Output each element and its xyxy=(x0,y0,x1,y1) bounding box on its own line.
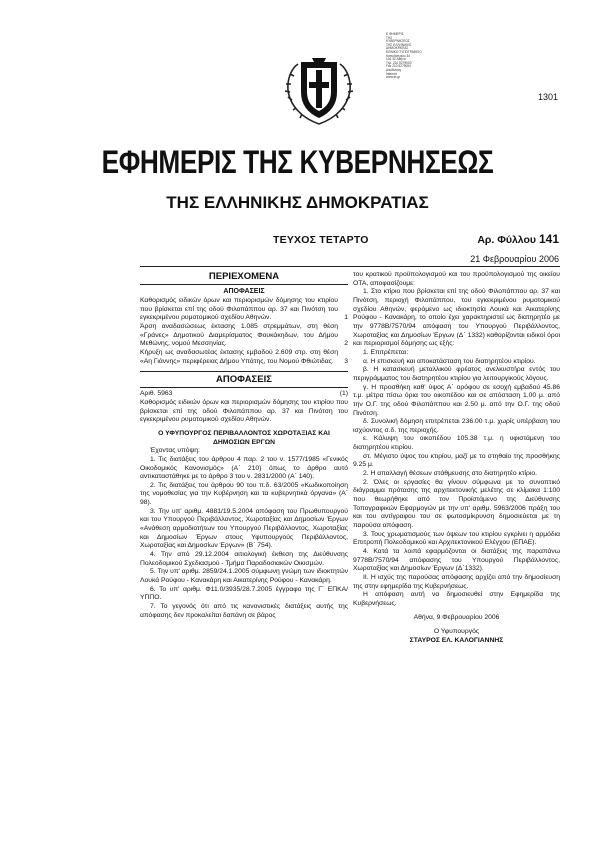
toc-entry[interactable] xyxy=(140,323,348,349)
sheet-label: Αρ. Φύλλου xyxy=(477,234,537,246)
issue-date: 21 Φεβρουαρίου 2006 xyxy=(470,254,559,264)
toc-text: Κήρυξη ως αναδασωτέας έκτασης εμβαδού 2.609 στρ. στη θέση «Αη Γιάννης» περιφέρειας Δήμου Υπάτης, του Νομού Φθιώτιδας. xyxy=(140,348,338,365)
decisions-title: ΑΠΟΦΑΣΕΙΣ xyxy=(216,374,272,386)
paragraph: 7. Το γεγονός ότι από τις κανονιστικές διατάξεις αυτής της απόφασης δεν προκαλείται δαπάνη σε βάρος xyxy=(140,603,348,619)
right-column xyxy=(353,271,560,646)
decision-number-row xyxy=(140,390,348,399)
paragraph: 6. Το υπ' αριθμ. Φ11.0/3935/28.7.2005 έγγραφο της Γ΄ ΕΠΚΑ/ΥΠΠΟ. xyxy=(140,585,348,602)
paragraph: στ. Μέγιστο ύψος του κτιρίου, μαζί με το στηθαίο της προσθήκης 9.25 μ. xyxy=(353,452,560,469)
paragraph: 3. Την υπ' αριθμ. 4881/19.5.2004 απόφαση του Πρωθυπουργού και του Υπουργού Περιβάλλοντος, Χωροταξίας και Δημοσίων Έργων «Ανάθεση αρμοδιοτήτων του Υπουργού Περιβάλλοντος, Χωροταξίας και Δημοσίων Έργων στους Υφυπουργούς Περιβάλλοντος, Χωροταξίας και Δημοσίων Έργων» (Β΄ 754). xyxy=(140,507,348,550)
divider xyxy=(140,284,348,285)
publisher-line: www.et.gr xyxy=(386,75,400,80)
publisher-line: Καποδιστρίου 34 xyxy=(386,53,411,58)
toc-page: 2 xyxy=(344,340,348,348)
sheet-value: 141 xyxy=(538,232,559,246)
paragraph: 5. Την υπ' αριθμ. 2859/24.1.2005 σύμφωνη γνώμη των ιδιοκτητών Λουκά Ρούφου - Κανακάρη και Αικατερίνης Ρούφου - Κανακάρη. xyxy=(140,568,348,585)
gazette-subtitle: ΤΗΣ ΕΛΛΗΝΙΚΗΣ ΔΗΜΟΚΡΑΤΙΑΣ xyxy=(166,193,429,212)
publisher-line: Ε ΦΗΜΕΡΙΣ xyxy=(386,32,404,36)
paragraph: 4. Την από 29.12.2004 αιτιολογική έκθεση της Διεύθυνσης Πολεοδομικού Σχεδιασμού - Τμήμα Παραδοσιακών Οικισμών. xyxy=(140,551,348,567)
publisher-line: ΕΘΝΙΚΟ ΤΥΠΟΓΡΑΦΕΙΟ xyxy=(386,49,422,54)
paragraph: 3. Τους χρωματισμούς των όψεων του κτιρίου εγκρίνει η αρμόδια Επιτροπή Πολεοδομικού και Αρχιτεκτονικού Ελέγχου (ΕΠΑΕ). xyxy=(353,530,560,547)
contents-title: ΠΕΡΙΕΧΟΜΕΝΑ xyxy=(208,271,280,282)
minister-title: Ο ΥΦΥΠΟΥΡΓΟΣ ΠΕΡΙΒΑΛΛΟΝΤΟΣ ΧΩΡΟΤΑΞΙΑΣ ΚΑΙ ΔΗΜΟΣΙΩΝ ΕΡΓΩΝ xyxy=(158,429,330,446)
decisions-subheading: ΑΠΟΦΑΣΕΙΣ xyxy=(223,288,265,295)
header-rule xyxy=(140,266,560,267)
publisher-line: Fax 210 5279054 xyxy=(386,64,411,69)
publisher-line: ΔΗΜΟΚΡΑΤΙΑΣ xyxy=(386,46,409,51)
toc-entry[interactable] xyxy=(140,349,348,366)
paragraph: α. Η επισκευή και αποκατάσταση του διατηρητέου κτιρίου. xyxy=(363,357,536,365)
publisher-line: Διεύθυνση xyxy=(386,67,401,72)
toc-entry[interactable] xyxy=(140,297,348,323)
page-number: 1301 xyxy=(537,92,558,102)
publisher-line: ΤΗΣ ΕΛΛΗΝΙΚΗΣ xyxy=(386,42,412,47)
issue-label: ΤΕΥΧΟΣ ΤΕΤΑΡΤΟ xyxy=(273,234,369,246)
decision-number: Αριθ. 5963 xyxy=(140,390,173,398)
paragraph: β. Η κατασκευή μεταλλικού φρέατος ανελκυστήρα εντός του περιγράμματος του διατηρητέου κτιρίου για λειτουργικούς λόγους. xyxy=(353,366,560,382)
place-date: Αθήνα, 9 Φεβρουαρίου 2006 xyxy=(413,613,500,621)
paragraph: δ. Συνολική δόμηση επιτρέπεται 236.00 τ.μ. χωρίς υπέρβαση του ισχύοντος σ.δ. της περιοχής. xyxy=(353,418,560,434)
toc-text: Άρση αναδασώσεως έκτασης 1.085 στρεμμάτων, στη θέση «Γράνες» Δημοτικού Διαμερίσματος Φουκάκηδων, του Δήμου Μεθώνης, νομού Μεσσηνίας. xyxy=(140,322,338,348)
having-in-mind: Έχοντας υπόψη: xyxy=(150,447,200,455)
paragraph: 1. Επιτρέπεται: xyxy=(363,348,409,356)
sheet-number xyxy=(477,232,559,246)
publisher-line: Internet xyxy=(386,71,397,76)
signatory-title: Ο Υφυπουργός xyxy=(433,628,480,636)
paragraph: 1. Στο κτίριο που βρίσκεται επί της οδού Φιλοπάππου αρ. 37 και Πινότση, περιοχή Φιλοπάππου, του εγκεκριμένου ρυμοτομικού σχεδίου Αθηνών, φερόμενο ως ιδιοκτησία Λουκά και Αικατερίνης Ρούφου - Κανακάρη, το οποίο έχει χαρακτηριστεί ως διατηρητέο με την 9778Β/7570/94 απόφαση του Υπουργού Περιβάλλοντος, Χωροταξίας και Δημοσίων Έργων (Δ΄ 1332) καθορίζονται ειδικοί όροι και περιορισμοί δόμησης ως εξής: xyxy=(353,288,560,348)
coat-of-arms-emblem xyxy=(282,54,356,126)
signatory-name: ΣΤΑΥΡΟΣ ΕΛ. ΚΑΛΟΓΙΑΝΝΗΣ xyxy=(409,636,504,644)
paragraph: 2. Τις διατάξεις του άρθρου 90 του π.δ. 63/2005 «Κωδικοποίηση της νομοθεσίας για την Κυβέρνηση και τα κυβερνητικά όργανα» (Α΄ 98). xyxy=(140,481,348,507)
left-column xyxy=(140,271,348,620)
paragraph: 1. Τις διατάξεις του άρθρου 4 παρ. 2 του ν. 1577/1985 «Γενικός Οικοδομικός Κανονισμός» (Α΄ 210) όπως το άρθρο αυτό αντικαταστάθηκε με το άρθρο 3 του ν. 2831/2000 (Α΄ 140). xyxy=(140,455,348,481)
gazette-masthead: ΕΦΗΜΕΡΙΣ ΤΗΣ ΚΥΒΕΡΝΗΣΕΩΣ xyxy=(101,144,494,180)
toc-page: 1 xyxy=(344,314,348,322)
publisher-line: Τηλ. 210 5279000 xyxy=(386,60,412,65)
publisher-line: ΤΗΣ xyxy=(386,35,393,40)
toc-page: 3 xyxy=(344,357,348,365)
decision-ref: (1) xyxy=(339,390,348,398)
paragraph: II. Η ισχύς της παρούσας απόφασης αρχίζει από την δημοσίευση της στην εφημερίδα της Κυβερνήσεως. xyxy=(353,573,560,590)
paragraph: γ. Η προσθήκη καθ' ύψος Α΄ ορόφου σε εσοχή εμβαδού 45.86 τ.μ. μέτρα πίσω όρια του οικοπέδου και σε απόσταση 1.00 μ. από την Ο.Γ. της οδού Φιλοπάππου και 2.50 μ. από την Ο.Γ. της οδού Πινότση. xyxy=(353,383,560,417)
paragraph: ε. Κάλυψη του οικοπέδου 105.38 τ.μ. η υφιστάμενη του διατηρητέου κτιρίου. xyxy=(353,435,560,452)
paragraph: 2. Όλες οι εργασίες θα γίνουν σύμφωνα με το συνοπτικό διάγραμμα πρότασης της αρχιτεκτονικής μελέτης σε κλίμακα 1:100 που θεωρήθηκε από τον Προϊστάμενο της Διεύθυνσης Τοπογραφικών Εφαρμογών με την υπ' αριθμ. 5963/2006 πράξη του και του αντίγραφου του σε φωτοσμίκρυνση δημοσιεύεται με τη παρούσα απόφαση. xyxy=(353,478,560,530)
paragraph: Η απόφαση αυτή να δημοσιευθεί στην Εφημερίδα της Κυβερνήσεως. xyxy=(353,591,560,607)
toc-text: Καθορισμός ειδικών όρων και περιορισμών δόμησης του κτιρίου που βρίσκεται επί της οδού Φιλοπάππου αρ. 37 και Πινότση του εγκεκριμένου ρυμοτομικού σχεδίου Αθηνών. xyxy=(140,297,338,322)
decision-summary: Καθορισμός ειδικών όρων και περιορισμών δόμησης του κτιρίου που βρίσκεται επί της οδού Φιλοπάππου αρ. 37 και Πινότση του εγκεκριμένου ρυμοτομικού σχεδίου Αθηνών. xyxy=(140,398,348,424)
publisher-line: ΚΥΒΕΡΝΗΣΕΩΣ xyxy=(386,39,410,44)
divider xyxy=(140,387,348,388)
paragraph: 4. Κατά τα λοιπά εφαρμόζονται οι διατάξεις της παραπάνω 9778Β/7570/94 απόφασης του Υπουργού Περιβάλλοντος, Χωροταξίας και Δημοσίων Έργων (Δ΄1332). xyxy=(353,548,560,573)
publisher-info xyxy=(386,33,446,80)
paragraph: 2. Η απαλλαγή θέσεων στάθμευσης στο διατηρητέο κτίριο. xyxy=(363,470,538,478)
publisher-line: 104 32 Αθήνα xyxy=(386,57,406,62)
paragraph: του κρατικού προϋπολογισμού και του προϋπολογισμού της οικείου ΟΤΑ, αποφασίζουμε: xyxy=(353,271,560,287)
divider xyxy=(140,371,348,372)
